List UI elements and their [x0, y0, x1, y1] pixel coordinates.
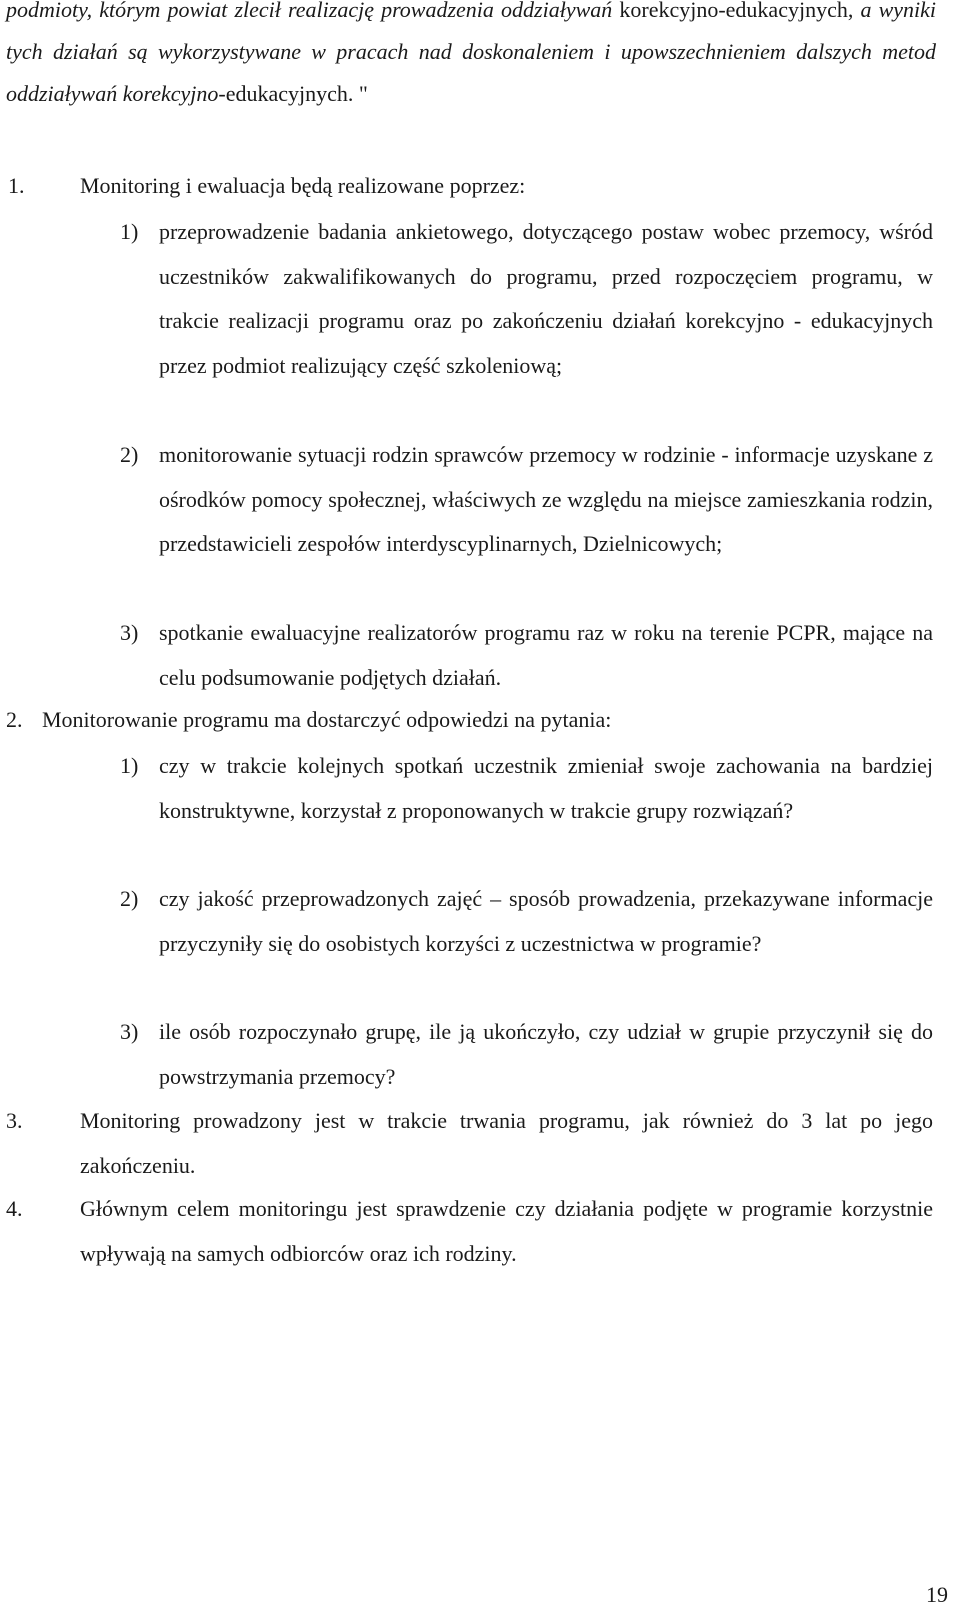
section-1-heading: Monitoring i ewaluacja będą realizowane poprzez:	[80, 173, 526, 198]
section-1-item-3-text: spotkanie ewaluacyjne realizatorów programu raz w roku na terenie PCPR, mające na celu podsumowanie podjętych działań.	[159, 620, 933, 690]
intro-italic-1: podmioty, którym powiat zlecił realizację prowadzenia oddziaływań	[6, 0, 613, 22]
section-1-item-1-text: przeprowadzenie badania ankietowego, dotyczącego postaw wobec przemocy, wśród uczestników zakwalifikowanych do programu, przed rozpoczęciem programu, w trakcie realizacji programu oraz po zakończeniu działań korekcyjno - edukacyjnych przez podmiot realizujący część szkoleniową;	[159, 219, 933, 378]
section-4-number: 4.	[6, 1196, 23, 1221]
section-2-item-1-number: 1)	[120, 753, 139, 778]
intro-italic-2: a wyniki tych działań są wykorzystywane w pracach nad doskonaleniem i upowszechnieniem dalszych metod oddziaływań korekcyjno	[6, 0, 936, 106]
section-3-text: Monitoring prowadzony jest w trakcie trwania programu, jak również do 3 lat po jego zakończeniu.	[80, 1108, 933, 1178]
section-4-text: Głównym celem monitoringu jest sprawdzenie czy działania podjęte w programie korzystnie wpływają na samych odbiorców oraz ich rodziny.	[80, 1196, 933, 1266]
intro-normal-1: korekcyjno-edukacyjnych,	[612, 0, 861, 22]
section-1-item-2-number: 2)	[120, 442, 139, 467]
section-2-item-1-text: czy w trakcie kolejnych spotkań uczestnik zmieniał swoje zachowania na bardziej konstruktywne, korzystał z proponowanych w trakcie grupy rozwiązań?	[159, 753, 933, 823]
intro-paragraph	[6, 0, 936, 115]
section-2-item-2-text: czy jakość przeprowadzonych zajęć – sposób prowadzenia, przekazywane informacje przyczyniły się do osobistych korzyści z uczestnictwa w programie?	[159, 886, 933, 956]
section-3-number: 3.	[6, 1108, 23, 1133]
section-2-number: 2.	[6, 707, 23, 732]
page-number: 19	[926, 1582, 948, 1607]
section-1-item-2-text: monitorowanie sytuacji rodzin sprawców przemocy w rodzinie - informacje uzyskane z ośrodków pomocy społecznej, właściwych ze względu na miejsce zamieszkania rodzin, przedstawicieli zespołów interdyscyplinarnych, Dzielnicowych;	[159, 442, 933, 557]
section-2-item-2-number: 2)	[120, 886, 139, 911]
section-1-number: 1.	[8, 173, 25, 198]
section-1-item-1-number: 1)	[120, 219, 139, 244]
intro-normal-2: -edukacyjnych. "	[218, 81, 368, 106]
section-2-item-3-text: ile osób rozpoczynało grupę, ile ją ukończyło, czy udział w grupie przyczynił się do powstrzymania przemocy?	[159, 1019, 933, 1089]
section-2-item-3-number: 3)	[120, 1019, 139, 1044]
section-2-heading: Monitorowanie programu ma dostarczyć odpowiedzi na pytania:	[42, 707, 612, 732]
section-1-item-3-number: 3)	[120, 620, 139, 645]
